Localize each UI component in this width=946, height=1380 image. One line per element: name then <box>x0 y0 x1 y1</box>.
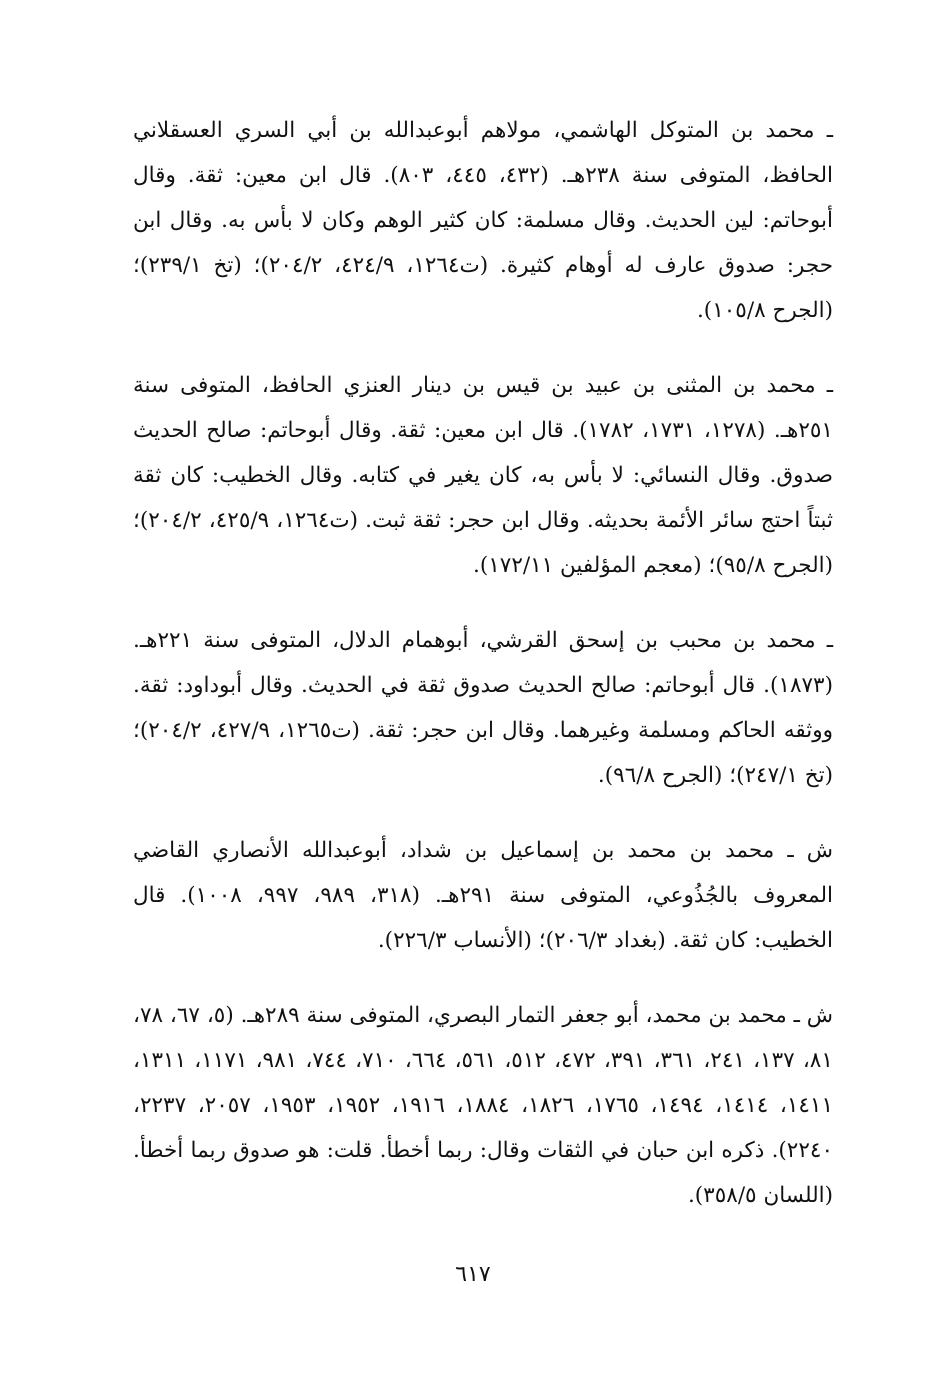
entry-muhammad-ibn-al-mutawakkil: ـ محمد بن المتوكل الهاشمي، مولاهم أبوعبدالله بن أبي السري العسقلاني الحافظ، المتوفى سنة ٢٣٨هـ. (٤٣٢، ٤٤٥، ٨٠٣). قال ابن معين: ثقة. وقال أبوحاتم: لين الحديث. وقال مسلمة: كان كثير الوهم وكان لا بأس به. وقال ابن حجر: صدوق عارف له أوهام كثيرة. (ت١٢٦٤، ٤٢٤/٩، ٢٠٤/٢)؛ (تخ ٢٣٩/١)؛ (الجرح ١٠٥/٨). <box>133 118 833 323</box>
entry-muhammad-ibn-muhammad-al-judhui: ش ـ محمد بن محمد بن إسماعيل بن شداد، أبوعبدالله الأنصاري القاضي المعروف بالجُذُوعي، المتوفى سنة ٢٩١هـ. (٣١٨، ٩٨٩، ٩٩٧، ١٠٠٨). قال الخطيب: كان ثقة. (بغداد ٢٠٦/٣)؛ (الأنساب ٢٢٦/٣). <box>133 838 833 953</box>
entry-muhammad-ibn-al-muthanna: ـ محمد بن المثنى بن عبيد بن قيس بن دينار العنزي الحافظ، المتوفى سنة ٢٥١هـ. (١٢٧٨، ١٧٣١، ١٧٨٢). قال ابن معين: ثقة. وقال أبوحاتم: صالح الحديث صدوق. وقال النسائي: لا بأس به، كان يغير في كتابه. وقال الخطيب: كان ثقة ثبتاً احتج سائر الأئمة بحديثه. وقال ابن حجر: ثقة ثبت. (ت١٢٦٤، ٤٢٥/٩، ٢٠٤/٢)؛ (الجرح ٩٥/٨)؛ (معجم المؤلفين ١٧٢/١١). <box>133 373 833 578</box>
entry-muhammad-ibn-muhabbab: ـ محمد بن محبب بن إسحق القرشي، أبوهمام الدلال، المتوفى سنة ٢٢١هـ. (١٨٧٣). قال أبوحاتم: صالح الحديث صدوق ثقة في الحديث. وقال أبوداود: ثقة. ووثقه الحاكم ومسلمة وغيرهما. وقال ابن حجر: ثقة. (ت١٢٦٥، ٤٢٧/٩، ٢٠٤/٢)؛ (تخ ٢٤٧/١)؛ (الجرح ٩٦/٨). <box>133 628 833 788</box>
page-number: ٦١٧ <box>455 1262 491 1287</box>
entries-block <box>133 108 833 1218</box>
entry-muhammad-ibn-muhammad-al-tammar: ش ـ محمد بن محمد، أبو جعفر التمار البصري، المتوفى سنة ٢٨٩هـ. (٥، ٦٧، ٧٨، ٨١، ١٣٧، ٢٤١، ٣٦١، ٣٩١، ٤٧٢، ٥١٢، ٥٦١، ٦٦٤، ٧١٠، ٧٤٤، ٩٨١، ١١٧١، ١٣١١، ١٤١١، ١٤١٤، ١٤٩٤، ١٧٦٥، ١٨٢٦، ١٨٨٤، ١٩١٦، ١٩٥٢، ١٩٥٣، ٢٠٥٧، ٢٢٣٧، ٢٢٤٠). ذكره ابن حبان في الثقات وقال: ربما أخطأ. قلت: هو صدوق ربما أخطأ. (اللسان ٣٥٨/٥). <box>133 1003 834 1208</box>
